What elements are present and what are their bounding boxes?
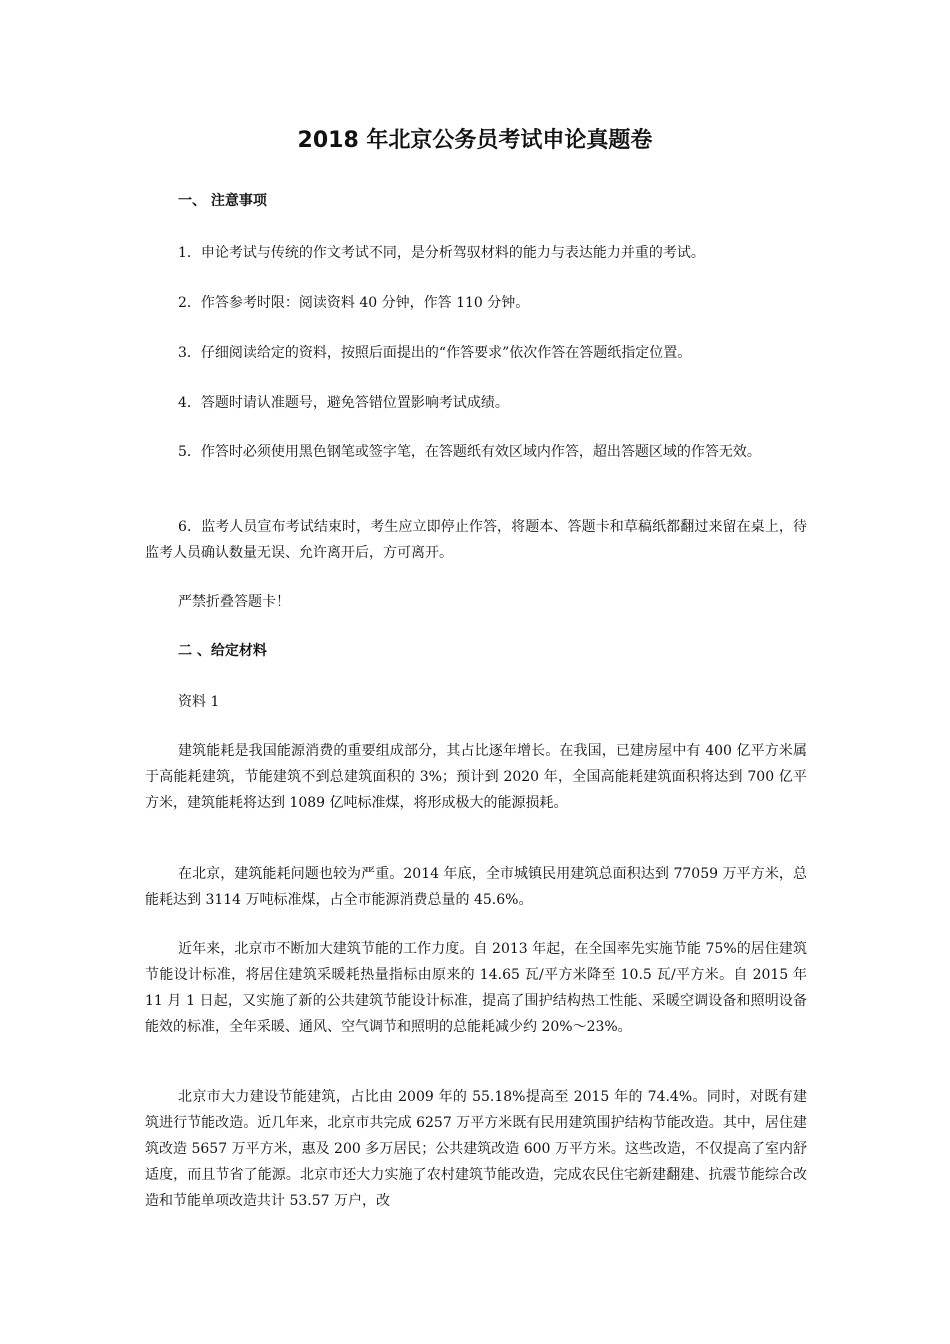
document-title: 2018 年北京公务员考试申论真题卷 — [297, 128, 653, 153]
warning-text: 严禁折叠答题卡！ — [178, 594, 290, 610]
section-heading-materials: 二 、给定材料 — [178, 643, 267, 659]
note-item-5: 5．作答时必须使用黑色钢笔或签字笔，在答题纸有效区域内作答，超出答题区域的作答无效。 — [178, 444, 761, 460]
note-item-2: 2．作答参考时限：阅读资料 40 分钟，作答 110 分钟。 — [178, 295, 530, 311]
material-paragraph-2: 在北京，建筑能耗问题也较为严重。2014 年底，全市城镇民用建筑总面积达到 77059 万平方米，总能耗达到 3114 万吨标准煤，占全市能源消费总量的 45.6%。 — [145, 866, 807, 908]
material-paragraph-1: 建筑能耗是我国能源消费的重要组成部分，其占比逐年增长。在我国，已建房屋中有 400 亿平方米属于高能耗建筑，节能建筑不到总建筑面积的 3%；预计到 2020 年，全国高能耗建筑面积将达到 700 亿平方米，建筑能耗将达到 1089 亿吨标准煤，将形成极大的能源损耗。 — [145, 743, 807, 811]
material-paragraph-4: 北京市大力建设节能建筑，占比由 2009 年的 55.18%提高至 2015 年的 74.4%。同时，对既有建筑进行节能改造。近几年来，北京市共完成 6257 万平方米既有民用建筑围护结构节能改造。其中，居住建筑改造 5657 万平方米，惠及 200 多万居民；公共建筑改造 600 万平方米。这些改造，不仅提高了室内舒适度，而且节省了能源。北京市还大力实施了农村建筑节能改造，完成农民住宅新建翻建、抗震节能综合改造和节能单项改造共计 53.57 万户，改 — [145, 1089, 807, 1209]
material-paragraph-3: 近年来，北京市不断加大建筑节能的工作力度。自 2013 年起，在全国率先实施节能 75%的居住建筑节能设计标准，将居住建筑采暖耗热量指标由原来的 14.65 瓦/平方米降至 10.5 瓦/平方米。自 2015 年 11 月 1 日起，又实施了新的公共建筑节能设计标准，提高了围护结构热工性能、采暖空调设备和照明设备能效的标准，全年采暖、通风、空气调节和照明的总能耗减少约 20%～23%。 — [145, 941, 807, 1035]
note-item-6: 6．监考人员宣布考试结束时，考生应立即停止作答，将题本、答题卡和草稿纸都翻过来留在桌上，待监考人员确认数量无误、允许离开后，方可离开。 — [145, 519, 807, 561]
material-label: 资料 1 — [178, 694, 220, 710]
note-item-1: 1．申论考试与传统的作文考试不同，是分析驾驭材料的能力与表达能力并重的考试。 — [178, 245, 705, 261]
note-item-3: 3．仔细阅读给定的资料，按照后面提出的“作答要求”依次作答在答题纸指定位置。 — [178, 345, 692, 361]
section-heading-notes: 一、 注意事项 — [178, 193, 267, 209]
note-item-4: 4．答题时请认准题号，避免答错位置影响考试成绩。 — [178, 395, 509, 411]
